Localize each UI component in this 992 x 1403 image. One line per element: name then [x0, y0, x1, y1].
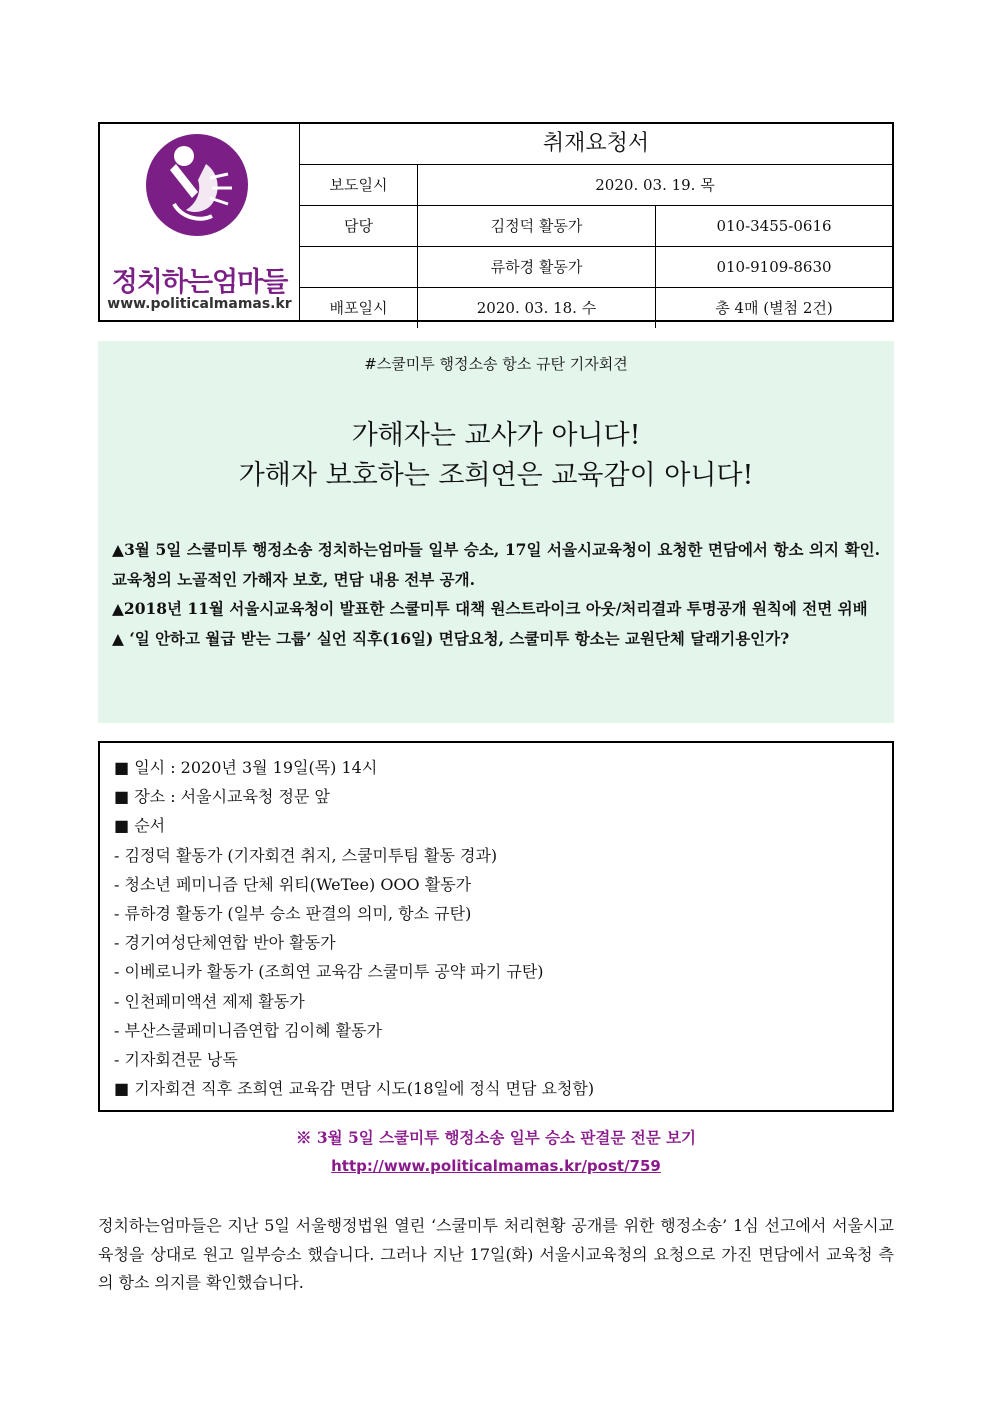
event-line: - 부산스쿨페미니즘연합 김이혜 활동가: [114, 1020, 382, 1040]
event-line: - 김정덕 활동가 (기자회견 취지, 스쿨미투팀 활동 경과): [114, 845, 498, 865]
event-line: - 경기여성단체연합 반아 활동가: [114, 933, 336, 953]
bullet-item: ▲2018년 11월 서울시교육청이 발표한 스쿨미투 대책 원스트라이크 아웃/처리결과 투명공개 원칙에 전면 위배: [112, 599, 868, 618]
contact-phone-2: 010-9109-8630: [716, 258, 832, 276]
document-title: 취재요청서: [300, 124, 892, 165]
summary-bullets: [112, 535, 880, 653]
judgment-link[interactable]: http://www.politicalmamas.kr/post/759: [331, 1157, 661, 1175]
event-line: - 기자회견문 낭독: [114, 1050, 238, 1070]
logo-url: www.politicalmamas.kr: [107, 296, 292, 312]
distribution-label: 배포일시: [300, 288, 418, 328]
header-table: [98, 122, 894, 322]
bullet-item: ▲ ‘일 안하고 월급 받는 그룹’ 실언 직후(16일) 면담요청, 스쿨미투 항소는 교원단체 달래기용인가?: [112, 628, 790, 648]
body-paragraph: 정치하는엄마들은 지난 5일 서울행정법원 열린 ‘스쿨미투 처리현황 공개를 위한 행정소송’ 1심 선고에서 서울시교육청을 상대로 원고 일부승소 했습니다. 그러나 지난 17일(화) 서울시교육청의 요청으로 가진 면담에서 교육청 측의 항소 의지를 확인했습니다.: [98, 1216, 894, 1292]
distribution-row: [300, 288, 892, 328]
event-line: ■ 순서: [114, 816, 166, 836]
release-date-value: 2020. 03. 19. 목: [595, 176, 715, 194]
summary-box: [98, 341, 894, 723]
contact-label-empty: [300, 247, 418, 287]
page-count: 총 4매 (별첨 2건): [715, 299, 833, 317]
event-line: - 청소년 페미니즘 단체 위티(WeTee) OOO 활동가: [114, 874, 472, 894]
contact-name-1: 김정덕 활동가: [418, 206, 656, 246]
logo: [100, 124, 300, 320]
release-date-row: [300, 165, 892, 206]
event-line: ■ 기자회견 직후 조희연 교육감 면담 시도(18일에 정식 면담 요청함): [114, 1079, 595, 1099]
contact-row-2: [300, 247, 892, 288]
contact-label: 담당: [300, 206, 418, 246]
release-date-label: 보도일시: [300, 165, 418, 205]
event-line: - 인천페미액션 제제 활동가: [114, 991, 305, 1011]
event-tag: #스쿨미투 행정소송 항소 규탄 기자회견: [364, 355, 628, 373]
contact-name-2: 류하경 활동가: [418, 247, 656, 287]
logo-name: 정치하는엄마들: [111, 267, 288, 298]
contact-phone-1: 010-3455-0616: [716, 217, 832, 235]
logo-emblem-icon: [146, 134, 248, 236]
event-line: - 류하경 활동가 (일부 승소 판결의 의미, 항소 규탄): [114, 904, 472, 924]
judgment-note: ※ 3월 5일 스쿨미투 행정소송 일부 승소 판결문 전문 보기: [295, 1128, 697, 1147]
distribution-date: 2020. 03. 18. 수: [418, 288, 656, 328]
bullet-item: ▲3월 5일 스쿨미투 행정소송 정치하는엄마들 일부 승소, 17일 서울시교육청이 요청한 면담에서 항소 의지 확인. 교육청의 노골적인 가해자 보호, 면담 내용 전부 공개.: [112, 540, 880, 589]
event-line: - 이베로니카 활동가 (조희연 교육감 스쿨미투 공약 파기 규탄): [114, 962, 544, 982]
event-details-box: [98, 741, 894, 1112]
event-line: ■ 일시 : 2020년 3월 19일(목) 14시: [114, 758, 378, 777]
headline-1: 가해자는 교사가 아니다!: [351, 420, 641, 451]
headline-2: 가해자 보호하는 조희연은 교육감이 아니다!: [238, 460, 754, 491]
event-line: ■ 장소 : 서울시교육청 정문 앞: [114, 787, 330, 807]
contact-row-1: [300, 206, 892, 247]
